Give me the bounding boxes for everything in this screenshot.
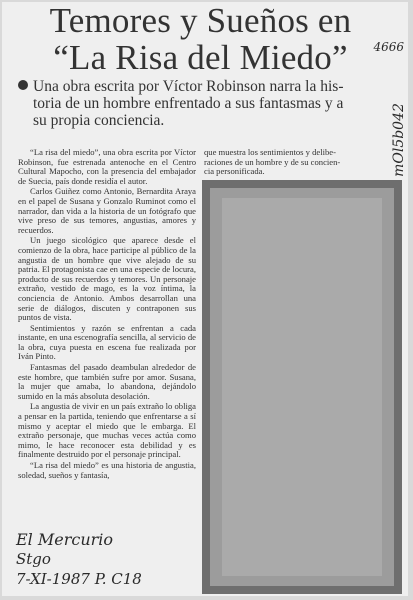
handwritten-archive-code: mOl5b042 [391, 103, 408, 177]
body-paragraph: Fantasmas del pasado deambulan alrededor de este hombre, que también sufre por amor. Susana, la mujer que amaba, lo abandona, dejándolo sumido en la más absoluta desolación. [18, 362, 196, 401]
body-paragraph: La angustia de vivir en un país extraño lo obliga a pensar en la partida, teniendo que enfrentarse a sí mismo y aceptar el miedo que le embarga. El extraño personaje, que muchas veces actúa como mimo, le hace reconocer esta debilidad y es finalmente destruido por el personaje principal. [18, 401, 196, 460]
handwritten-source: El Mercurio [16, 530, 114, 549]
body-paragraph: Carlos Guiñez como Antonio, Bernardita Araya en el papel de Susana y Gonzalo Ruminot como el narrador, dan vida a la historia de un fotógrafo que vive preso de sus temores, angustias, amores y recuerdos. [18, 186, 196, 235]
body-paragraph: “La risa del miedo” es una historia de angustia, soledad, sueños y fantasía, [18, 460, 196, 480]
body-column-right [204, 148, 384, 177]
lead-line-2: toria de un hombre enfrentado a sus fantasmas y a [33, 95, 344, 112]
headline [8, 2, 393, 76]
lead-line-3: su propia conciencia. [33, 112, 165, 129]
headline-line-1: Temores y Sueños en [49, 1, 352, 40]
handwritten-archive-number: 4666 [373, 40, 404, 54]
bullet-icon [18, 80, 28, 90]
body-paragraph: Sentimientos y razón se enfrentan a cada instante, en una escenografía sencilla, al servicio de la obra, cuya puesta en escena fue realizada por Iván Pinto. [18, 322, 196, 362]
right-column-line: cia personificada. [204, 166, 265, 177]
handwritten-date: 7-XI-1987 P. C18 [16, 570, 142, 588]
body-paragraph: Un juego sicológico que aparece desde el comienzo de la obra, hace participe al público de la angustia de un hombre que vive alejado de su patria. El protagonista cae en una especie de locura, producto de sus recuerdos y temores. Un personaje extraño, vestido de mago, es la voz íntima, la conciencia de Antonio. Ambos desarrollan una serie de diálogos, discuten y contraponen sus puntos de vista. [18, 235, 196, 323]
right-column-line: que muestra los sentimientos y delibe- [204, 147, 336, 157]
headline-line-2: “La Risa del Miedo” [53, 38, 348, 77]
newspaper-clipping [2, 2, 408, 596]
article-photo [202, 180, 402, 594]
body-column-left [18, 148, 196, 481]
handwritten-city: Stgo [16, 550, 51, 568]
lead-line-1: Una obra escrita por Víctor Robinson narra la his- [33, 78, 344, 95]
lead-paragraph [18, 78, 382, 129]
photo-image-area [210, 188, 394, 586]
right-column-line: raciones de un hombre y de su concien- [204, 156, 341, 167]
body-paragraph: “La risa del miedo”, una obra escrita por Víctor Robinson, fue estrenada antenoche en el Centro Cultural Mapocho, con la presencia del embajador de Suecia, país donde residía el autor. [18, 147, 196, 186]
